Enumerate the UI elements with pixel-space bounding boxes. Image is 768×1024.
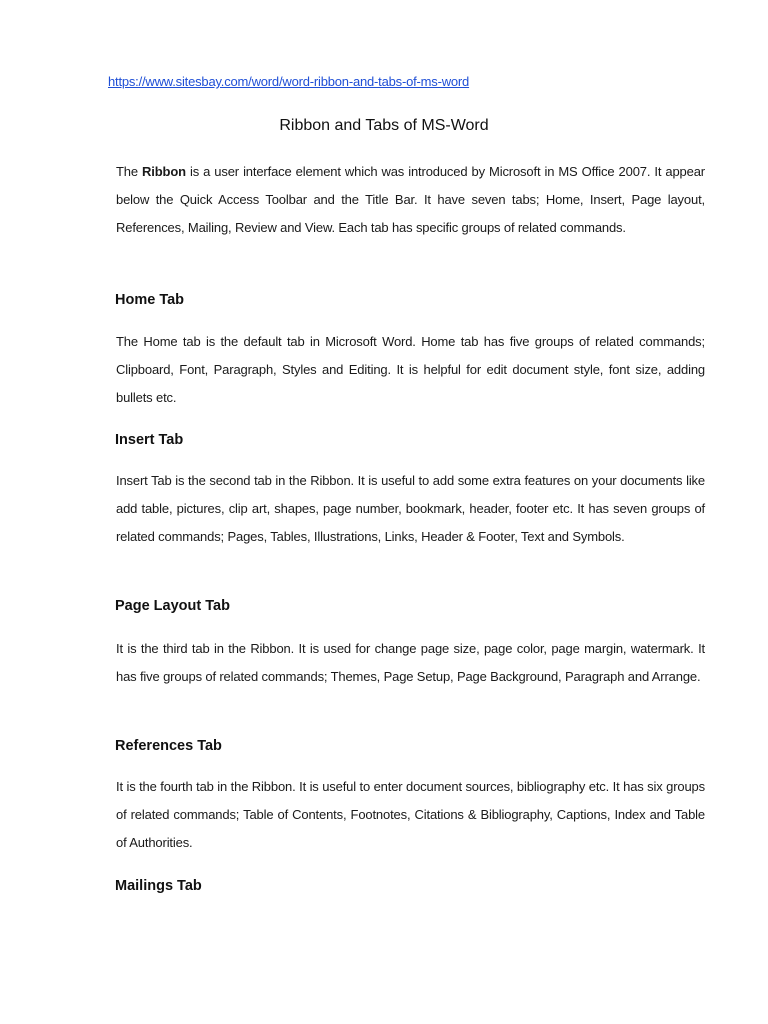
section-heading-home: Home Tab bbox=[115, 292, 185, 308]
intro-rest: is a user interface element which was introduced by Microsoft in MS Office 2007. It appear below the Quick Access Toolbar and the Title Bar. It have seven tabs; Home, Insert, Page layout, References, Mailing, Review and View. Each tab has specific groups of related commands. bbox=[116, 164, 705, 235]
section-body-insert: Insert Tab is the second tab in the Ribbon. It is useful to add some extra features on your documents like add table, pictures, clip art, shapes, page number, bookmark, header, footer etc. It has seven groups of related commands; Pages, Tables, Illustrations, Links, Header & Footer, Text and Symbols. bbox=[116, 473, 705, 544]
section-body-references: It is the fourth tab in the Ribbon. It is useful to enter document sources, bibliography etc. It has six groups of related commands; Table of Contents, Footnotes, Citations & Bibliography, Captions, Index and Table of Authorities. bbox=[116, 779, 705, 850]
section-heading-page-layout: Page Layout Tab bbox=[115, 598, 230, 614]
section-body-page-layout: It is the third tab in the Ribbon. It is used for change page size, page color, page margin, watermark. It has five groups of related commands; Themes, Page Setup, Page Background, Paragraph and Arrange. bbox=[116, 641, 705, 684]
section-heading-mailings: Mailings Tab bbox=[115, 878, 202, 894]
section-heading-insert: Insert Tab bbox=[115, 432, 184, 448]
section-body-home: The Home tab is the default tab in Microsoft Word. Home tab has five groups of related commands; Clipboard, Font, Paragraph, Styles and Editing. It is helpful for edit document style, font size, adding bullets etc. bbox=[116, 334, 705, 405]
intro-lead: The bbox=[116, 164, 143, 179]
intro-paragraph bbox=[116, 158, 705, 242]
section-heading-references: References Tab bbox=[115, 738, 222, 754]
document-title: Ribbon and Tabs of MS-Word bbox=[279, 117, 489, 134]
source-url-link[interactable]: https://www.sitesbay.com/word/word-ribbon-and-tabs-of-ms-word bbox=[108, 74, 470, 89]
intro-bold-term: Ribbon bbox=[142, 164, 186, 179]
